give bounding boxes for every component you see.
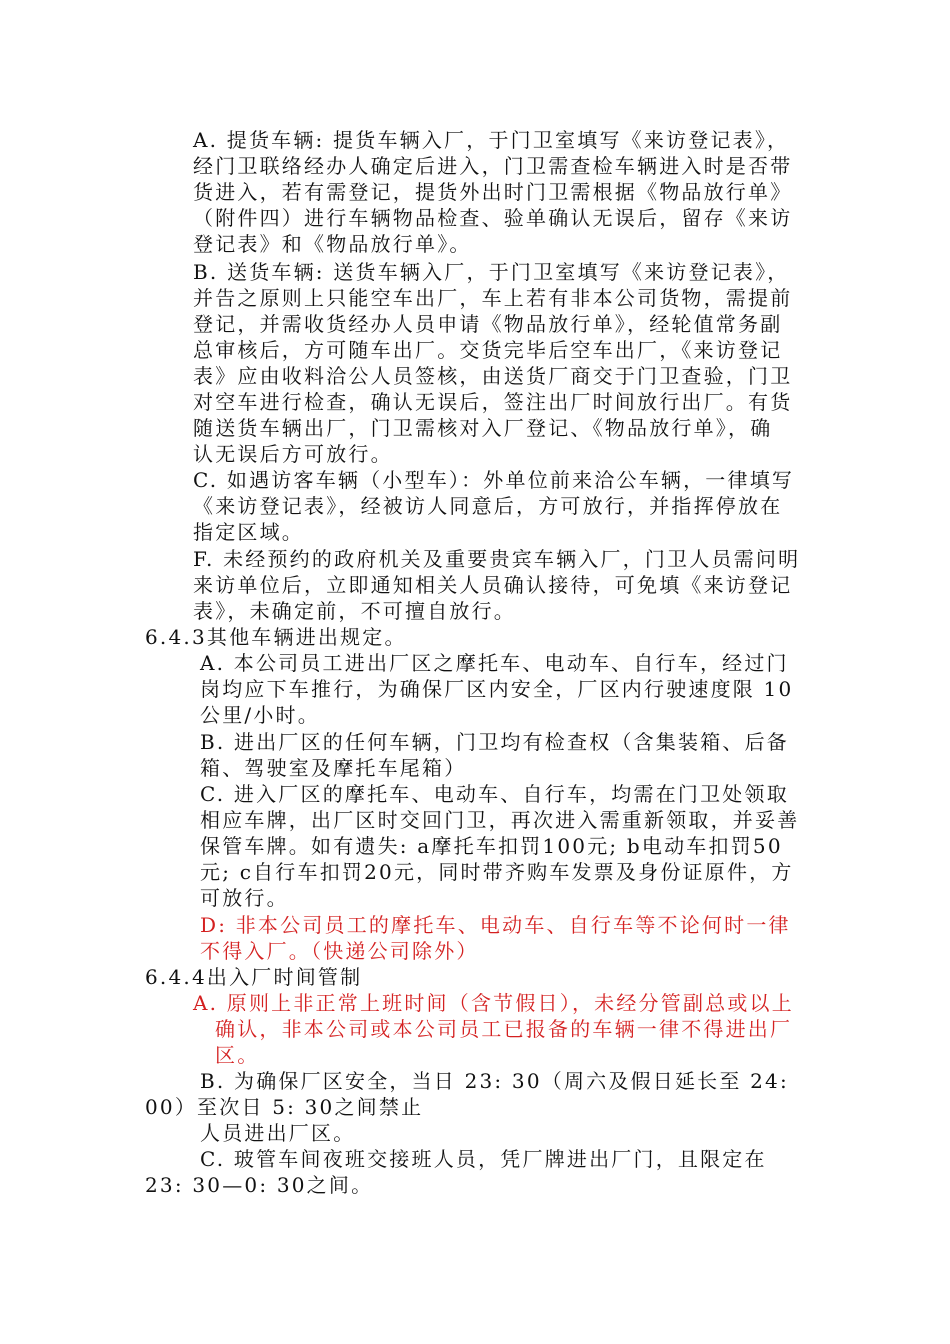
s644-b-line-2: 00）至次日 5: 30之间禁止: [145, 1095, 424, 1119]
s643-b-line-2: 箱、驾驶室及摩托车尾箱）: [200, 756, 467, 780]
item-b-delivery-line-2: 并告之原则上只能空车出厂，车上若有非本公司货物，需提前: [193, 286, 793, 310]
item-a-pickup-line-3: 货进入，若有需登记，提货外出时门卫需根据《物品放行单》: [193, 180, 793, 204]
item-c-visitor-line-1: C. 如遇访客车辆（小型车）：外单位前来洽公车辆，一律填写: [193, 468, 795, 492]
item-a-pickup-line-4: （附件四）进行车辆物品检查、验单确认无误后，留存《来访: [193, 206, 793, 230]
item-b-delivery-line-8: 认无误后方可放行。: [193, 442, 393, 466]
item-b-delivery-line-7: 随送货车辆出厂，门卫需核对入厂登记、《物品放行单》，确: [193, 416, 773, 440]
s643-c-line-4: 元; c自行车扣罚20元，同时带齐购车发票及身份证原件，方: [200, 860, 794, 884]
section-6-4-3-heading: 6.4.3其他车辆进出规定。: [145, 625, 407, 649]
s643-b-line-1: B. 进出厂区的任何车辆，门卫均有检查权（含集装箱、后备: [200, 730, 790, 754]
item-a-pickup-line-2: 经门卫联络经办人确定后进入，门卫需查检车辆进入时是否带: [193, 154, 793, 178]
s643-a-line-3: 公里/小时。: [200, 703, 320, 727]
item-b-delivery-line-3: 登记，并需收货经办人员申请《物品放行单》，经轮值常务副: [193, 312, 783, 336]
s644-a-highlight-line-2: 确认，非本公司或本公司员工已报备的车辆一律不得进出厂: [215, 1017, 793, 1041]
s644-a-highlight-line-1: A. 原则上非正常上班时间（含节假日），未经分管副总或以上: [193, 991, 794, 1015]
s643-c-line-2: 相应车牌，出厂区时交回门卫，再次进入需重新领取，并妥善: [200, 808, 800, 832]
item-b-delivery-line-4: 总审核后，方可随车出厂。交货完毕后空车出厂，《来访登记: [193, 338, 783, 362]
s644-c-line-1: C. 玻管车间夜班交接班人员，凭厂牌进出厂门，且限定在: [200, 1147, 767, 1171]
s644-b-line-1: B. 为确保厂区安全，当日 23: 30（周六及假日延长至 24:: [200, 1069, 789, 1093]
s643-a-line-1: A. 本公司员工进出厂区之摩托车、电动车、自行车，经过门: [200, 651, 789, 675]
item-f-vip-line-2: 来访单位后，立即通知相关人员确认接待，可免填《来访登记: [193, 573, 793, 597]
s643-d-highlight-line-2: 不得入厂。（快递公司除外）: [200, 939, 479, 963]
item-f-vip-line-1: F. 未经预约的政府机关及重要贵宾车辆入厂，门卫人员需问明: [193, 547, 801, 571]
s643-c-line-3: 保管车牌。如有遗失: a摩托车扣罚100元; b电动车扣罚50: [200, 834, 783, 858]
item-c-visitor-line-2: 《来访登记表》，经被访人同意后，方可放行，并指挥停放在: [193, 494, 783, 518]
item-c-visitor-line-3: 指定区域。: [193, 520, 304, 544]
item-f-vip-line-3: 表》，未确定前，不可擅自放行。: [193, 599, 516, 623]
section-6-4-4-heading: 6.4.4出入厂时间管制: [145, 965, 363, 989]
item-b-delivery-line-6: 对空车进行检查，确认无误后，签注出厂时间放行出厂。有货: [193, 390, 793, 414]
item-b-delivery-line-1: B. 送货车辆: 送货车辆入厂，于门卫室填写《来访登记表》，: [193, 260, 790, 284]
s643-d-highlight-line-1: D: 非本公司员工的摩托车、电动车、自行车等不论何时一律: [200, 913, 791, 937]
s644-c-line-2: 23: 30—0: 30之间。: [145, 1173, 374, 1197]
s644-a-highlight-line-3: 区。: [215, 1043, 260, 1067]
s644-b-line-3: 人员进出厂区。: [200, 1121, 356, 1145]
s643-c-line-1: C. 进入厂区的摩托车、电动车、自行车，均需在门卫处领取: [200, 782, 789, 806]
s643-c-line-5: 可放行。: [200, 886, 289, 910]
s643-a-line-2: 岗均应下车推行，为确保厂区内安全，厂区内行驶速度限 10: [200, 677, 794, 701]
item-b-delivery-line-5: 表》应由收料洽公人员签核，由送货厂商交于门卫查验，门卫: [193, 364, 793, 388]
item-a-pickup-line-5: 登记表》和《物品放行单》。: [193, 232, 472, 256]
item-a-pickup-line-1: A. 提货车辆: 提货车辆入厂，于门卫室填写《来访登记表》，: [193, 128, 790, 152]
